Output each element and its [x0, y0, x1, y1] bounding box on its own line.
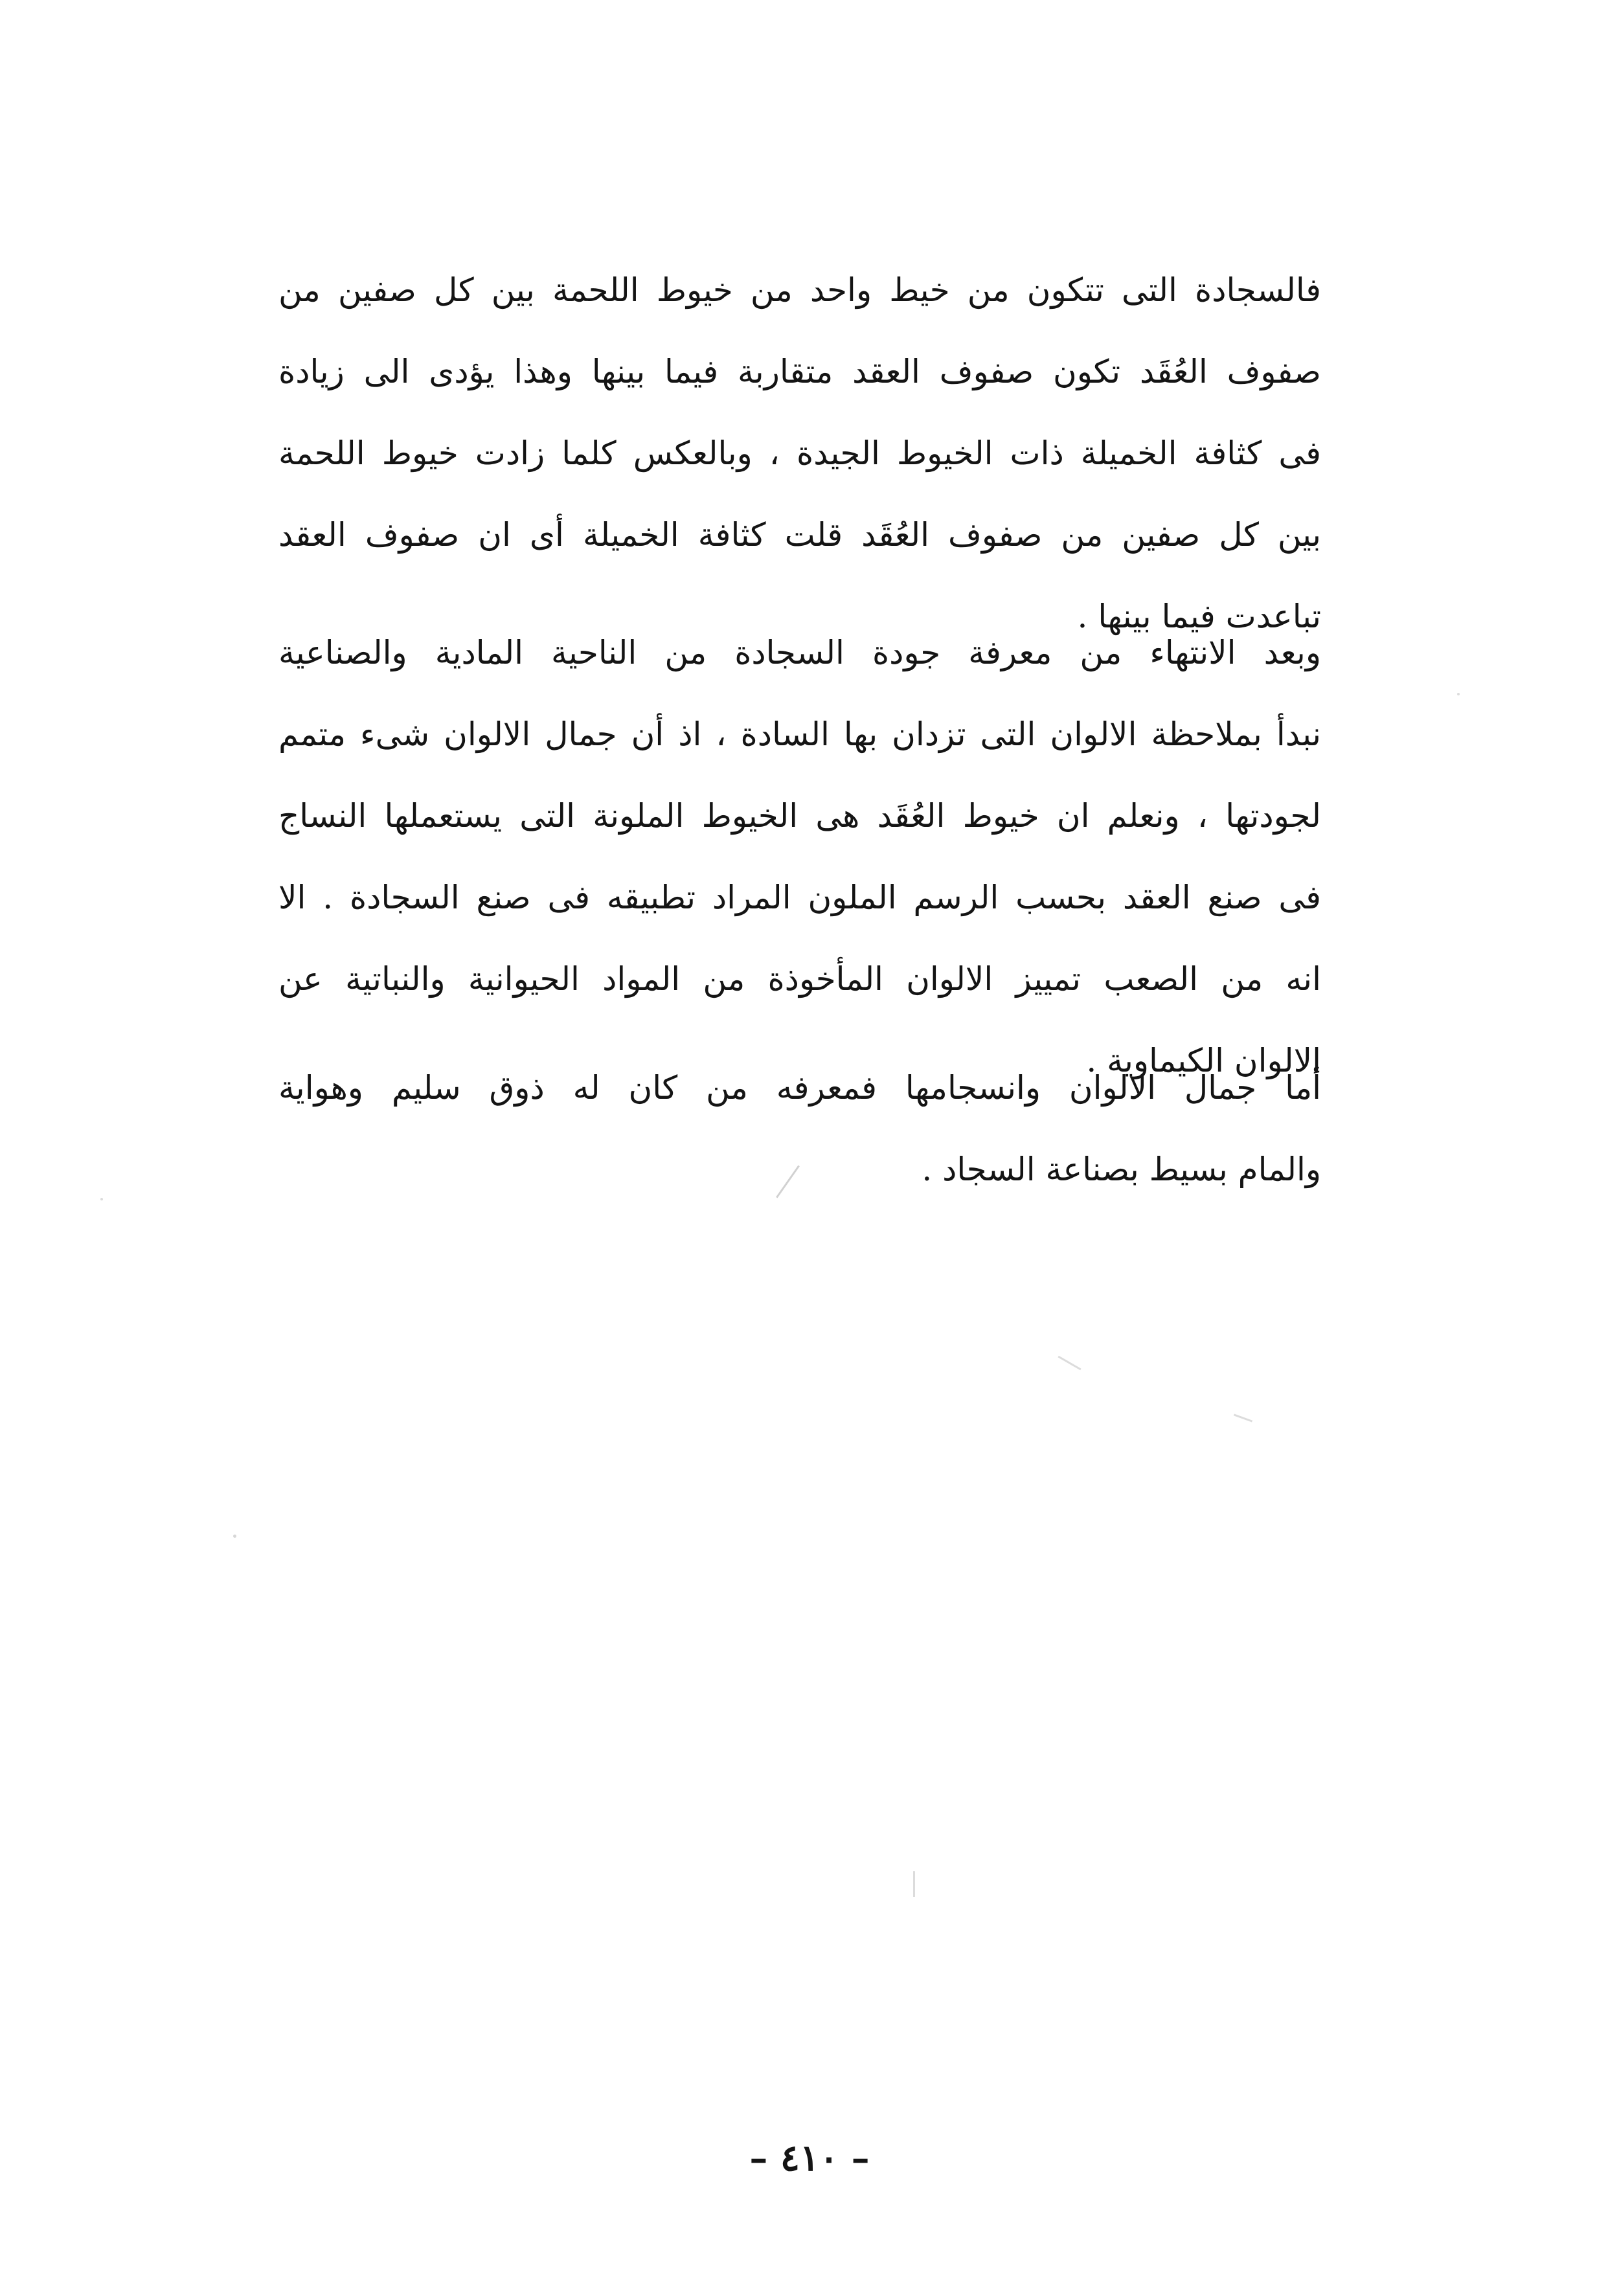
- scan-mark: [1058, 1356, 1081, 1371]
- scan-mark: [1457, 693, 1460, 695]
- scan-mark: [1234, 1413, 1252, 1422]
- paragraph-line: تباعدت فيما بينها .: [1077, 598, 1321, 635]
- paragraph-line: وبعد الانتهاء من معرفة جودة السجادة من الناحية المادية والصناعية: [278, 634, 1321, 671]
- paragraph-line: صفوف العُقَد تكون صفوف العقد متقاربة فيما بينها وهذا يؤدى الى زيادة: [278, 353, 1321, 390]
- paragraph-2: [278, 612, 1321, 1101]
- paragraph-line: أما جمال الالوان وانسجامها فمعرفه من كان له ذوق سليم وهواية: [278, 1069, 1321, 1107]
- paragraph-3: [278, 1047, 1321, 1210]
- paragraph-line: لجودتها ، ونعلم ان خيوط العُقَد هى الخيوط الملونة التى يستعملها النساج: [278, 797, 1321, 835]
- paragraph-line: والمام بسيط بصناعة السجاد .: [922, 1151, 1321, 1188]
- scan-mark: [233, 1535, 236, 1538]
- paragraph-line: انه من الصعب تمييز الالوان المأخوذة من المواد الحيوانية والنباتية عن: [278, 960, 1321, 998]
- scan-mark: [100, 1198, 103, 1200]
- paragraph-line: فى كثافة الخميلة ذات الخيوط الجيدة ، وبالعكس كلما زادت خيوط اللحمة: [278, 434, 1321, 472]
- paragraph-line: بين كل صفين من صفوف العُقَد قلت كثافة الخميلة أى ان صفوف العقد: [278, 516, 1321, 554]
- paragraph-line: فالسجادة التى تتكون من خيط واحد من خيوط اللحمة بين كل صفين من: [278, 271, 1321, 309]
- paragraph-1: [278, 249, 1321, 657]
- scan-mark: [913, 1871, 915, 1897]
- paragraph-line: نبدأ بملاحظة الالوان التى تزدان بها السادة ، اذ أن جمال الالوان شىء متمم: [278, 715, 1321, 753]
- paragraph-line: الالوان الكيماوية .: [1086, 1042, 1321, 1079]
- page-number: – ٤١٠ –: [749, 2137, 870, 2179]
- paragraph-line: فى صنع العقد بحسب الرسم الملون المراد تطبيقه فى صنع السجادة . الا: [278, 879, 1321, 916]
